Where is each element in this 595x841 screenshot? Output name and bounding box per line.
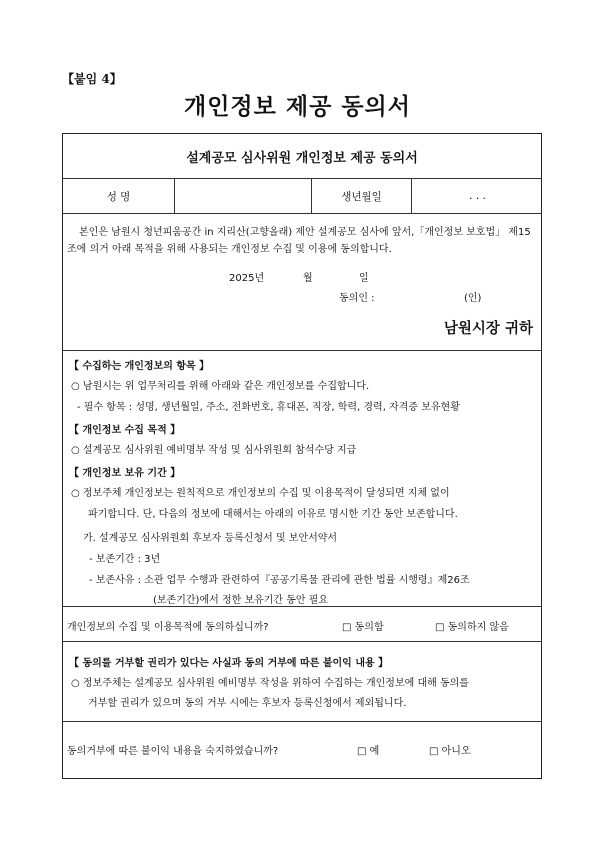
refusal-line2: 거부할 권리가 있으며 동의 거부 시에는 후보자 등록신청에서 제외됩니다. bbox=[88, 698, 407, 709]
refusal-right-section bbox=[63, 642, 541, 722]
retention-line2: 파기합니다. 단, 다음의 정보에 대해서는 아래의 이유로 명시한 기간 동안 보존합니다. bbox=[88, 509, 458, 520]
purpose-title: 【 개인정보 수집 목적 】 bbox=[69, 425, 181, 436]
signer-seal: (인) bbox=[464, 293, 482, 304]
date-year: 2025년 bbox=[229, 273, 265, 284]
retention-reason-line1: - 보존사유 : 소관 업무 수행과 관련하여『공공기록물 관리에 관한 법률 시행령』제26조 bbox=[89, 575, 470, 586]
yes-checkbox[interactable]: □ 예 bbox=[357, 746, 380, 757]
date-month: 월 bbox=[303, 273, 313, 284]
consent-date bbox=[63, 269, 541, 285]
collect-items-title: 【 수집하는 개인정보의 항목 】 bbox=[69, 361, 210, 372]
retention-period: - 보존기간 : 3년 bbox=[89, 554, 161, 565]
consent-form bbox=[62, 133, 542, 779]
acknowledge-question-row bbox=[63, 722, 541, 780]
attachment-label: 【붙임 4】 bbox=[62, 72, 122, 86]
consent-statement: 본인은 남원시 청년피움공간 in 지리산(고향올래) 제안 설계공모 심사에 앞서,「개인정보 보호법」 제15조에 의거 아래 목적을 위해 사용되는 개인정보 수집 및 이용에 동의합니다. bbox=[67, 227, 531, 255]
acknowledge-question: 동의거부에 따른 불이익 내용을 숙지하였습니까? bbox=[67, 746, 279, 757]
consent-question-row bbox=[63, 607, 541, 642]
name-label: 성 명 bbox=[63, 179, 175, 213]
retention-line1: ○ 정보주체 개인정보는 원칙적으로 개인정보의 수집 및 이용목적이 달성되면 지체 없이 bbox=[71, 488, 450, 499]
date-day: 일 bbox=[359, 273, 369, 284]
name-birth-row bbox=[63, 179, 541, 214]
signer-label: 동의인 : bbox=[339, 293, 375, 304]
collect-items-line2: - 필수 항목 : 성명, 생년월일, 주소, 전화번호, 휴대폰, 직장, 학력, 경력, 자격증 보유현황 bbox=[77, 402, 460, 413]
purpose-line: ○ 설계공모 심사위원 예비명부 작성 및 심사위원회 참석수당 지급 bbox=[71, 445, 357, 456]
agree-checkbox[interactable]: □ 동의함 bbox=[342, 622, 384, 633]
collect-items-line1: ○ 남원시는 위 업무처리를 위해 아래와 같은 개인정보를 수집합니다. bbox=[71, 381, 370, 392]
name-field[interactable] bbox=[175, 179, 312, 213]
page-title: 개인정보 제공 동의서 bbox=[184, 93, 411, 120]
retention-title: 【 개인정보 보유 기간 】 bbox=[69, 468, 181, 479]
consent-question: 개인정보의 수집 및 이용목적에 동의하십니까? bbox=[67, 622, 269, 633]
disagree-checkbox[interactable]: □ 동의하지 않음 bbox=[435, 622, 509, 633]
form-title-row bbox=[63, 134, 541, 179]
recipient: 남원시장 귀하 bbox=[443, 320, 533, 337]
refusal-title: 【 동의를 거부할 권리가 있다는 사실과 동의 거부에 따른 불이익 내용 】 bbox=[69, 658, 389, 669]
retention-reason-line2: (보존기간)에서 정한 보유기간 동안 필요 bbox=[153, 595, 329, 606]
refusal-line1: ○ 정보주체는 설계공모 심사위원 예비명부 작성을 위하여 수집하는 개인정보에 대해 동의를 bbox=[71, 678, 469, 689]
form-title: 설계공모 심사위원 개인정보 제공 동의서 bbox=[186, 150, 418, 166]
no-checkbox[interactable]: □ 아니오 bbox=[429, 746, 471, 757]
retention-sub-item: 가. 설계공모 심사위원회 후보자 등록신청서 및 보안서약서 bbox=[83, 533, 338, 544]
info-section bbox=[63, 351, 541, 607]
birth-label: 생년월일 bbox=[312, 179, 412, 213]
signer-line bbox=[63, 289, 541, 305]
consent-statement-row bbox=[63, 214, 541, 351]
birth-field[interactable]: . . . bbox=[469, 190, 486, 202]
